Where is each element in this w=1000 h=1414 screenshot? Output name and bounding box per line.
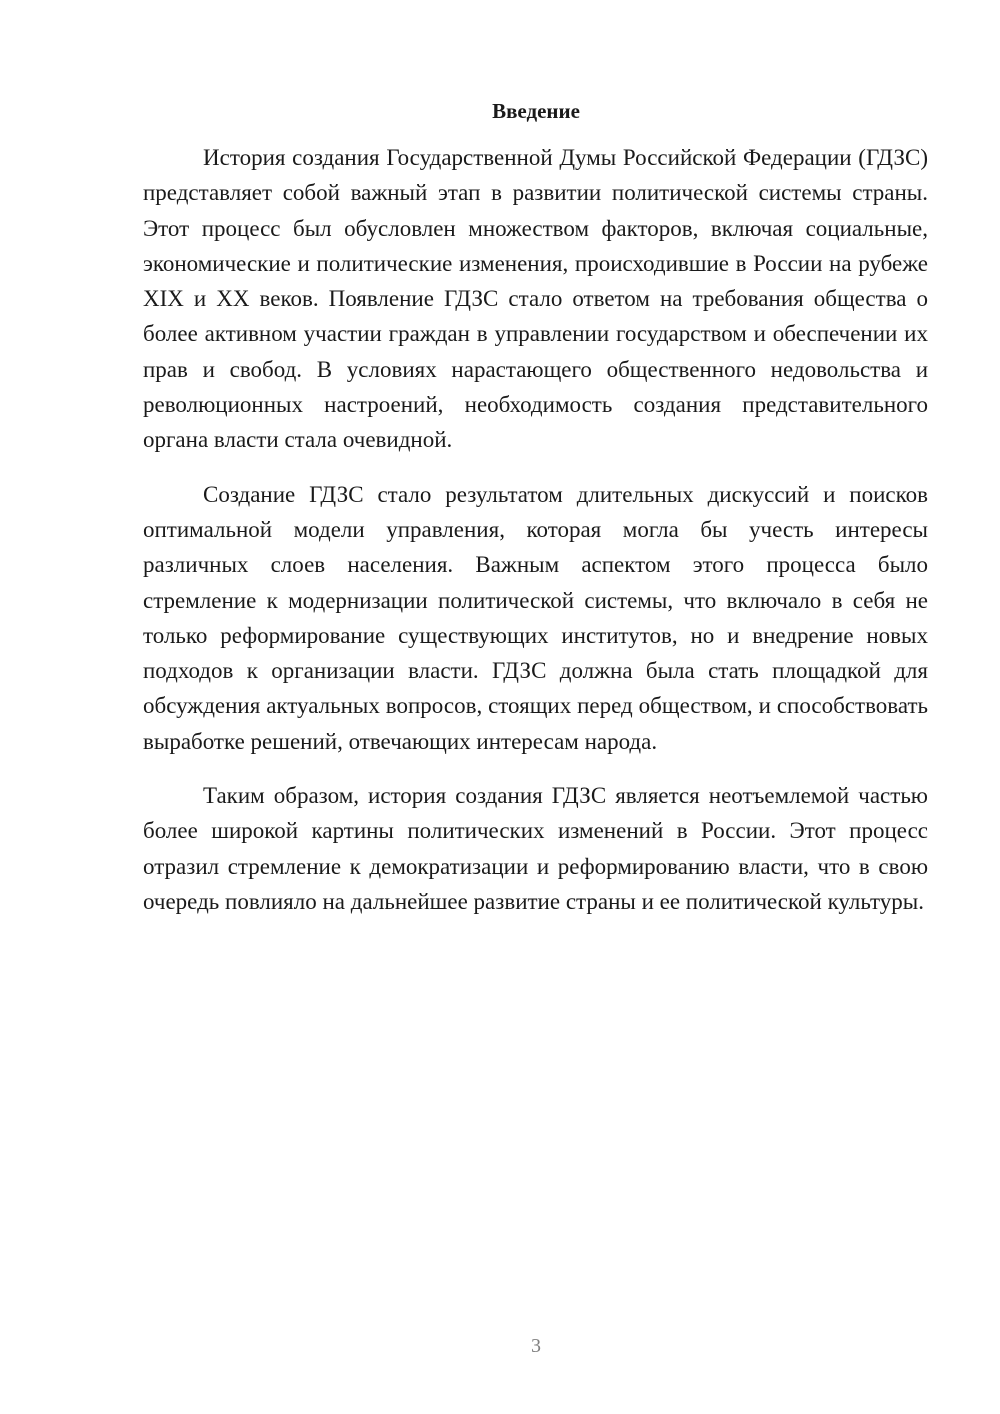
paragraph-2: Создание ГДЗС стало результатом длительных дискуссий и поисков оптимальной модели управления, которая могла бы учесть интересы различных слоев населения. Важным аспектом этого процесса было стремление к модернизации политической системы, что включало в себя не только реформирование существующих институтов, но и внедрение новых подходов к организации власти. ГДЗС должна была стать площадкой для обсуждения актуальных вопросов, стоящих перед обществом, и способствовать выработке решений, отвечающих интересам народа. [143,481,928,754]
paragraph-3: Таким образом, история создания ГДЗС является неотъемлемой частью более широкой картины политических изменений в России. Этот процесс отразил стремление к демократизации и реформированию власти, что в свою очередь повлияло на дальнейшее развитие страны и ее политической культуры. [143,783,928,914]
section-title: Введение [492,99,580,123]
document-body [143,140,928,919]
paragraph-1: История создания Государственной Думы Российской Федерации (ГДЗС) представляет собой важный этап в развитии политической системы страны. Этот процесс был обусловлен множеством факторов, включая социальные, экономические и политические изменения, происходившие в России на рубеже XIX и XX веков. Появление ГДЗС стало ответом на требования общества о более активном участии граждан в управлении государством и обеспечении их прав и свобод. В условиях нарастающего общественного недовольства и революционных настроений, необходимость создания представительного органа власти стала очевидной. [143,145,928,453]
page-number: 3 [531,1335,541,1357]
